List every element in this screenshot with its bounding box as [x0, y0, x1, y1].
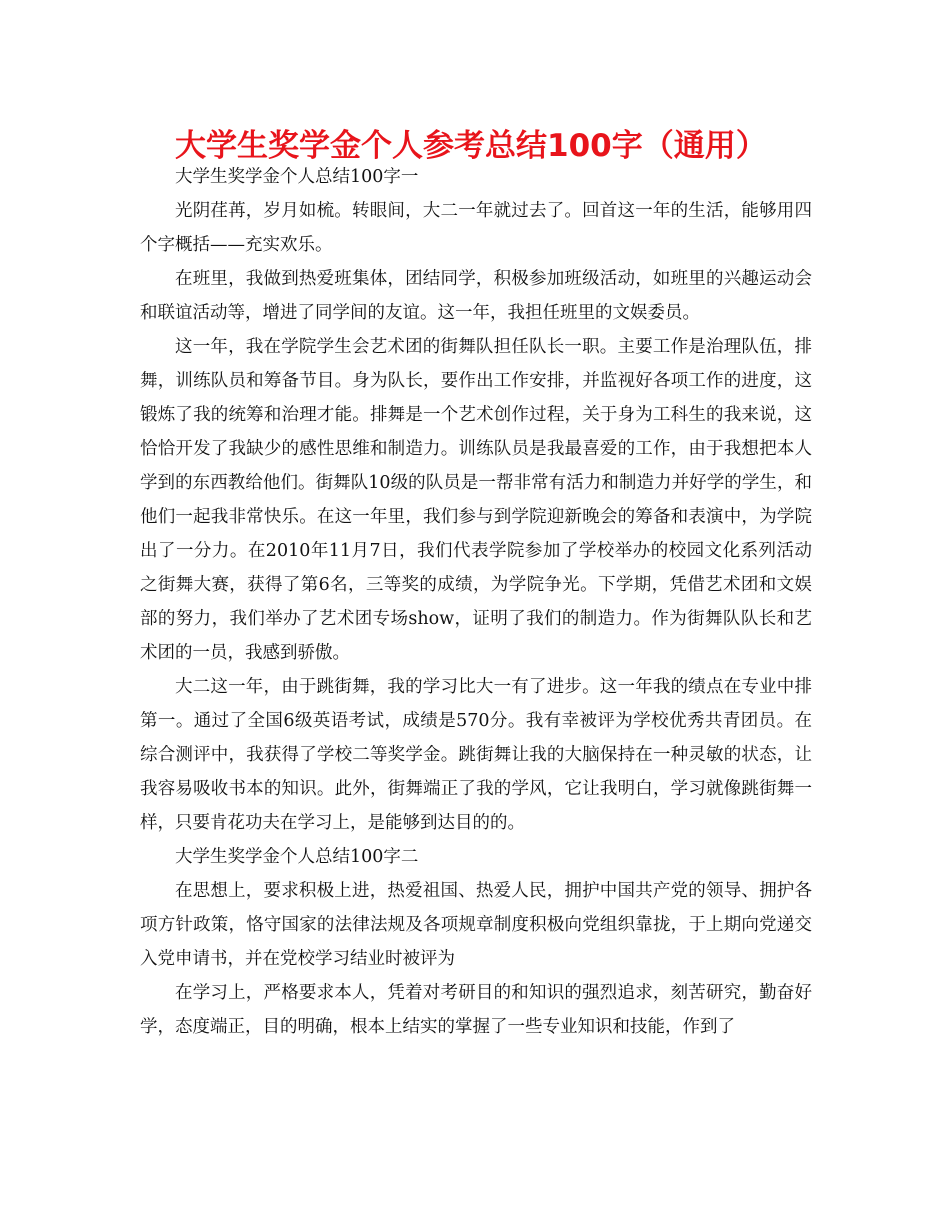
paragraph: 光阴荏苒，岁月如梳。转眼间，大二一年就过去了。回首这一年的生活，能够用四个字概括——充实欢乐。 [140, 201, 812, 255]
document-body [140, 160, 812, 1044]
paragraph: 在思想上，要求积极上进，热爱祖国、热爱人民，拥护中国共产党的领导、拥护各项方针政策，恪守国家的法律法规及各项规章制度积极向党组织靠拢，于上期向党递交入党申请书，并在党校学习结业时被评为 [140, 881, 812, 969]
document-title: 大学生奖学金个人参考总结100字（通用） [175, 128, 767, 164]
paragraph: 在班里，我做到热爱班集体，团结同学，积极参加班级活动，如班里的兴趣运动会和联谊活动等，增进了同学间的友谊。这一年，我担任班里的文娱委员。 [140, 269, 812, 323]
paragraph: 在学习上，严格要求本人，凭着对考研目的和知识的强烈追求，刻苦研究，勤奋好学，态度端正，目的明确，根本上结实的掌握了一些专业知识和技能，作到了 [140, 983, 812, 1037]
paragraph: 大二这一年，由于跳街舞，我的学习比大一有了进步。这一年我的绩点在专业中排第一。通过了全国6级英语考试，成绩是570分。我有幸被评为学校优秀共青团员。在综合测评中，我获得了学校二等奖学金。跳街舞让我的大脑保持在一种灵敏的状态，让我容易吸收书本的知识。此外，街舞端正了我的学风，它让我明白，学习就像跳街舞一样，只要肯花功夫在学习上，是能够到达目的的。 [140, 677, 812, 833]
section-heading-2: 大学生奖学金个人总结100字二 [175, 847, 419, 867]
paragraph: 这一年，我在学院学生会艺术团的街舞队担任队长一职。主要工作是治理队伍，排舞，训练队员和筹备节目。身为队长，要作出工作安排，并监视好各项工作的进度，这锻炼了我的统筹和治理才能。排舞是一个艺术创作过程，关于身为工科生的我来说，这恰恰开发了我缺少的感性思维和制造力。训练队员是我最喜爱的工作，由于我想把本人学到的东西教给他们。街舞队10级的队员是一帮非常有活力和制造力并好学的学生，和他们一起我非常快乐。在这一年里，我们参与到学院迎新晚会的筹备和表演中，为学院出了一分力。在2010年11月7日，我们代表学院参加了学校举办的校园文化系列活动之街舞大赛，获得了第6名，三等奖的成绩，为学院争光。下学期，凭借艺术团和文娱部的努力，我们举办了艺术团专场show，证明了我们的制造力。作为街舞队队长和艺术团的一员，我感到骄傲。 [140, 337, 812, 663]
section-heading-1: 大学生奖学金个人总结100字一 [175, 167, 419, 187]
